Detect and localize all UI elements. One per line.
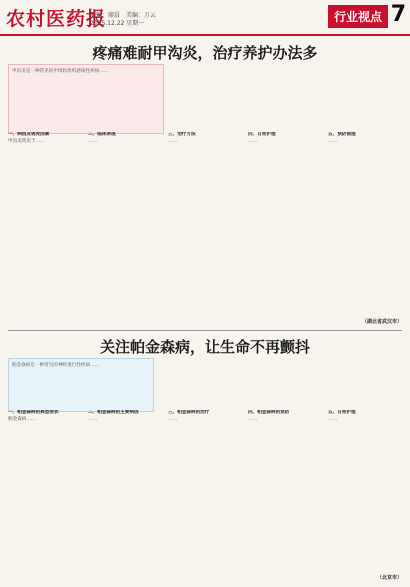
page-number: 7	[390, 2, 406, 27]
column-text: ……	[88, 416, 98, 422]
article2-column	[8, 410, 82, 580]
article1-byline: （湖北省武汉市）	[361, 319, 402, 325]
column-subhead: 三、治疗方法	[168, 132, 196, 137]
article1-headline: 疼痛难耐甲沟炎，治疗养护办法多	[92, 44, 318, 62]
column-subhead: 五、日常护理	[328, 410, 356, 415]
date-line: 2025.12.22 星期一	[90, 20, 145, 27]
column-subhead: 二、帕金森病的主要病因	[88, 410, 139, 415]
column-subhead: 四、日常护理	[248, 132, 276, 137]
column-subhead: 五、预防措施	[328, 132, 356, 137]
article2-lead: 帕金森病是一种常见的神经退行性疾病……	[8, 358, 154, 412]
article1-column	[248, 132, 322, 324]
column-text: 帕金森病……	[8, 416, 36, 422]
column-text: ……	[328, 138, 338, 144]
masthead	[0, 0, 410, 38]
column-text: ……	[168, 416, 178, 422]
article1-column	[328, 132, 402, 324]
column-subhead: 四、帕金森病的预防	[248, 410, 290, 415]
article1-column	[8, 132, 82, 324]
article2-column	[328, 410, 402, 580]
article2-column	[168, 410, 242, 580]
column-subhead: 一、帕金森病的典型症状	[8, 410, 59, 415]
article2-column	[248, 410, 322, 580]
editor-line: 编辑：廖晨 美编：万云	[90, 12, 157, 19]
article2-byline: （北京市）	[376, 575, 402, 581]
column-text: ……	[168, 138, 178, 144]
article1-body	[8, 132, 402, 324]
section-label: 行业视点	[328, 5, 388, 28]
article1-lead: 甲沟炎是一种常见的甲周软组织感染性疾病……	[8, 64, 164, 134]
article2-column	[88, 410, 162, 580]
article1-column	[168, 132, 242, 324]
newspaper-logo: 农村医药报	[6, 8, 107, 30]
article2-headline: 关注帕金森病，让生命不再颤抖	[99, 338, 310, 356]
column-text: ……	[88, 138, 98, 144]
masthead-rule	[0, 34, 410, 36]
column-subhead: 一、病因及诱发因素	[8, 132, 50, 137]
article-divider	[8, 330, 402, 331]
issue-info	[90, 12, 156, 28]
column-subhead: 三、帕金森病的治疗	[168, 410, 210, 415]
column-text: ……	[328, 416, 338, 422]
article1-column	[88, 132, 162, 324]
column-text: ……	[248, 416, 258, 422]
column-subhead: 二、临床表现	[88, 132, 116, 137]
column-text: ……	[248, 138, 258, 144]
column-text: 甲沟炎常见于……	[8, 138, 45, 144]
article2-body	[8, 410, 402, 580]
